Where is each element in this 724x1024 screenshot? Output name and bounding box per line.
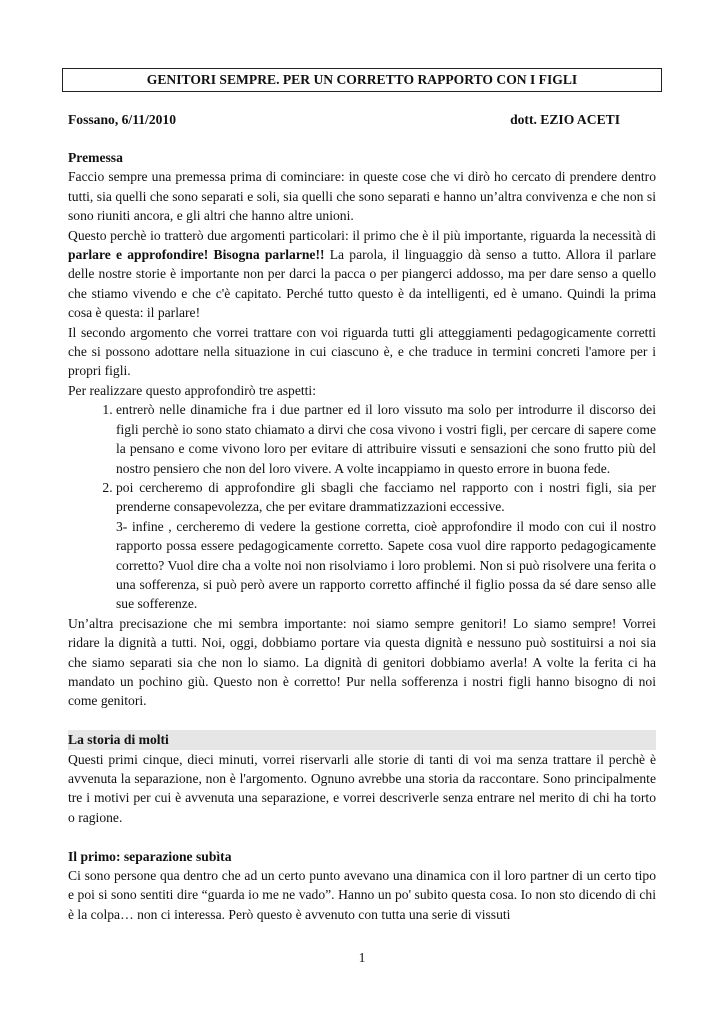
author: dott. EZIO ACETI xyxy=(510,112,620,127)
spacer xyxy=(68,711,656,730)
paragraph-3: Il secondo argomento che vorrei trattare con voi riguarda tutti gli atteggiamenti pedagogicamente corretti che si possono adottare nella situazione in cui ciascuno è, e che traduce in termini concreti l'amore per i propri figli. xyxy=(68,324,656,379)
place-date: Fossano, 6/11/2010 xyxy=(68,112,177,127)
paragraph-4: Per realizzare questo approfondirò tre aspetti: xyxy=(68,382,316,398)
list-item-3: 3- infine , cercheremo di vedere la gestione corretta, cioè approfondire il modo con cui il nostro rapporto possa essere pedagogicamente corretto. Sapete cosa vuol dire rapporto pedagogicamente corretto? Vuol dire cha a volte noi non risolviamo i loro problemi. Non si può risolvere una ferita o una sofferenza, si può però avere un rapporto corretto affinché il figlio possa da sé dare senso alle sue sofferenze. xyxy=(116,518,656,612)
paragraph-7: Ci sono persone qua dentro che ad un certo punto avevano una dinamica con il loro partner di un certo tipo e poi si sono sentiti dire “guarda io me ne vado”. Hanno un po' subito questa cosa. Io non sto dicendo di chi è la colpa… non ci interessa. Però questo è avvenuto con tutta una serie di vissuti xyxy=(68,868,656,922)
paragraph-6: Questi primi cinque, dieci minuti, vorrei riservarli alle storie di tanti di voi ma senza trattare il perchè è avvenuta la separazione, non è l'argomento. Ognuno avrebbe una storia da raccontare. Sono principalmente tre i motivi per cui è avvenuta una separazione, e vorrei descriverle senza entrare nel merito di chi ha torto o ragione. xyxy=(68,751,656,825)
document-title: GENITORI SEMPRE. PER UN CORRETTO RAPPORTO CON I FIGLI xyxy=(62,68,662,92)
spacer xyxy=(68,827,656,846)
page-number: 1 xyxy=(358,950,366,965)
paragraph-2-bold: parlare e approfondire! Bisogna parlarne!! xyxy=(68,247,325,263)
list-item-2: 2. poi cercheremo di approfondire gli sbagli che facciamo nel rapporto con i nostri figli, sia per prenderne consapevolezza, che per evitare drammatizzazioni eccessive. xyxy=(116,478,656,517)
paragraph-2-c: La parola, il linguaggio dà senso a tutto. Allora il parlare delle nostre storie è importante non per darci la pacca o per piangerci addosso, ma per dare senso a quello che stiamo vivendo e che c'è capitato. Perché tutto questo è da intelligenti, ed è umano. Quindi la prima cosa è questa: il parlare! xyxy=(68,247,657,321)
document-body xyxy=(68,148,656,924)
storia-heading: La storia di molti xyxy=(68,730,656,749)
premessa-heading: Premessa xyxy=(68,150,123,165)
aspects-list xyxy=(68,400,656,516)
document-meta xyxy=(68,110,620,129)
list-item-1: 1. entrerò nelle dinamiche fra i due partner ed il loro vissuto ma solo per introdurre il discorso dei figli perchè io sono stato chiamato a dirvi che cosa vivono i vostri figli, per cercare di sapere come la pensano e come vivono loro per evitare di attribuire vissuti e sensazioni che sono frutto più del nostro pensiero che non del loro vivere. A volte incappiamo in questo errore in buona fede. xyxy=(116,400,656,478)
paragraph-1: Faccio sempre una premessa prima di cominciare: in queste cose che vi dirò ho cercato di prendere dentro tutti, sia quelli che sono separati e soli, sia quelli che sono separati e hanno un’altra convivenza e che non si sono riuniti ancora, e gli altri che hanno altre unioni. xyxy=(68,169,656,224)
paragraph-5: Un’altra precisazione che mi sembra importante: noi siamo sempre genitori! Lo siamo sempre! Vorrei ridare la dignità a tutti. Noi, oggi, dobbiamo portare via questa dignità e nessuno può sostituirsi a noi sia che siamo separati sia che non lo siamo. La dignità di genitori dobbiamo averla! A volte la ferita ci ha mandato un pochino giù. Questo non è corretto! Pur nella sofferenza i nostri figli hanno bisogno di noi come genitori. xyxy=(68,615,656,709)
primo-heading: Il primo: separazione subìta xyxy=(68,848,232,864)
paragraph-2-a: Questo perchè io tratterò due argomenti particolari: il primo che è il più importante, riguarda la necessità di xyxy=(68,227,656,243)
paragraph-2 xyxy=(68,226,656,323)
